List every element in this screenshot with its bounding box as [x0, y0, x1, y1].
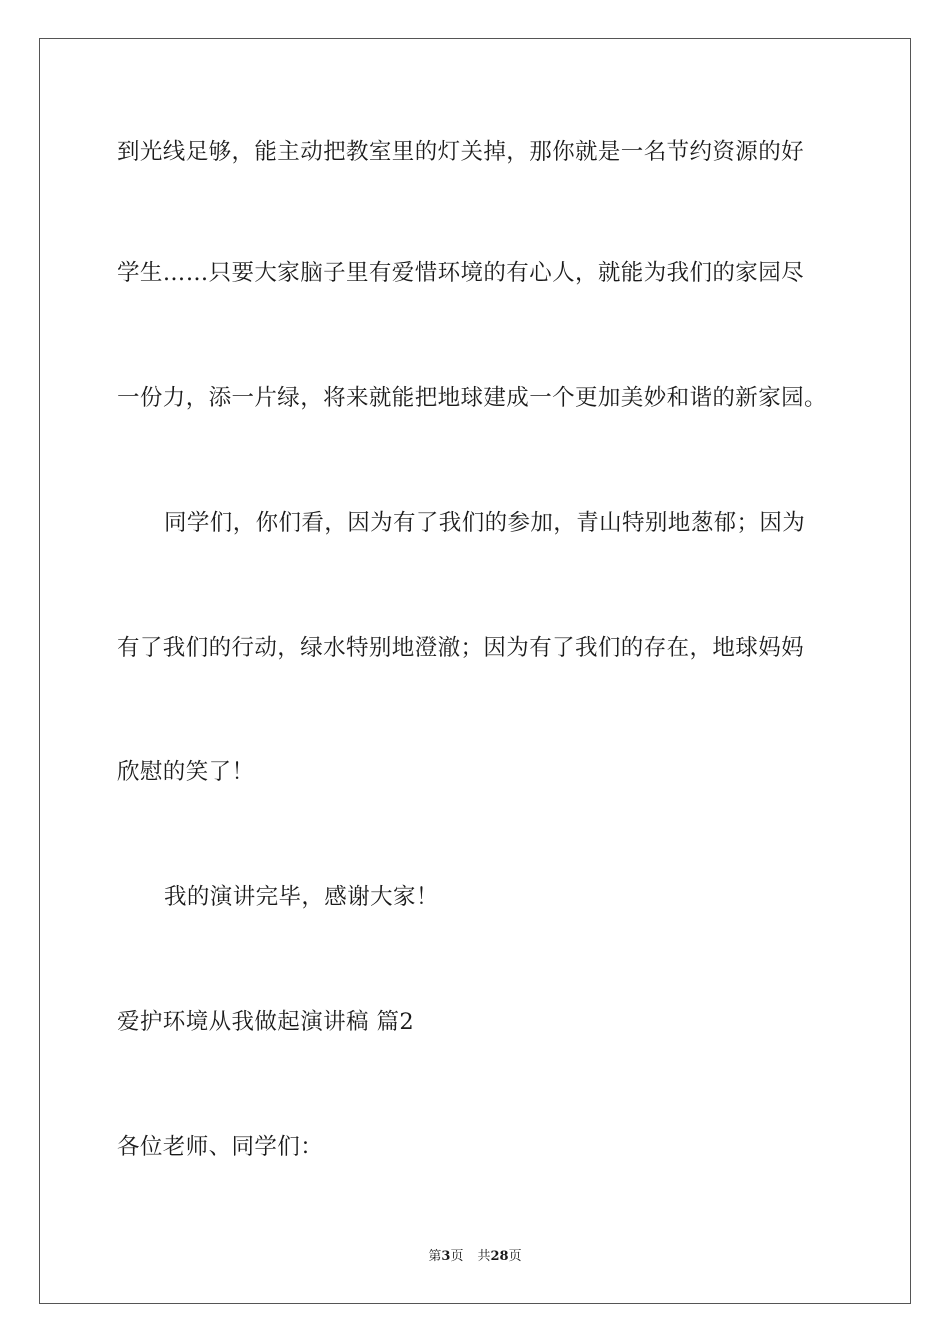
total-prefix: 共 — [477, 1249, 491, 1264]
salutation-line: 各位老师、同学们： — [117, 1134, 324, 1160]
body-text-line: 到光线足够，能主动把教室里的灯关掉，那你就是一名节约资源的好 — [117, 139, 805, 165]
body-text-line: 学生……只要大家脑子里有爱惜环境的有心人，就能为我们的家园尽 — [117, 260, 805, 286]
body-text-line: 一份力，添一片绿，将来就能把地球建成一个更加美妙和谐的新家园。 — [117, 385, 827, 411]
total-suffix: 页 — [508, 1249, 522, 1264]
body-text-line: 欣慰的笑了！ — [117, 759, 255, 785]
page-prefix: 第 — [428, 1249, 442, 1264]
body-text-line: 我的演讲完毕，感谢大家！ — [164, 884, 439, 910]
current-page-number: 3 — [441, 1249, 451, 1264]
section-heading: 爱护环境从我做起演讲稿 篇2 — [117, 1009, 415, 1035]
page-border — [39, 38, 911, 1304]
total-page-count: 28 — [490, 1249, 509, 1264]
body-text-line: 同学们，你们看，因为有了我们的参加，青山特别地葱郁；因为 — [164, 510, 806, 536]
page-suffix: 页 — [450, 1249, 464, 1264]
body-text-line: 有了我们的行动，绿水特别地澄澈；因为有了我们的存在，地球妈妈 — [117, 635, 805, 661]
page-footer — [0, 1248, 950, 1266]
